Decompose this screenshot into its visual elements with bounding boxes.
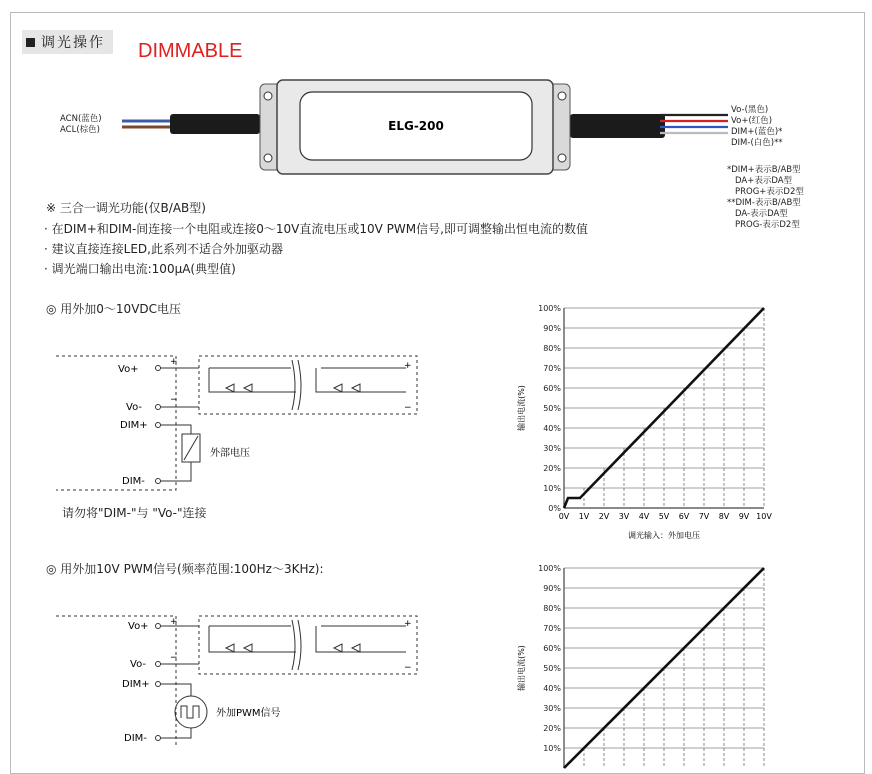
x-axis-label: 调光输入：外加电压 [628, 531, 700, 540]
y-tick-label: 10% [543, 484, 561, 493]
x-tick-label: 3V [618, 512, 630, 521]
y-tick-label: 60% [543, 384, 561, 393]
x-tick-label: 5V [658, 512, 670, 521]
vo-minus-pin: Vo- [130, 659, 146, 670]
footnotes [727, 165, 804, 231]
vo-minus-pin: Vo- [126, 402, 142, 413]
x-tick-label: 0V [558, 512, 570, 521]
footnote: *DIM+表示B/AB型 [727, 165, 801, 175]
acn-label: ACN(蓝色) [60, 114, 102, 124]
y-tick-label: 100% [538, 564, 561, 573]
y-tick-label: 20% [543, 724, 561, 733]
footnote: DA-表示DA型 [735, 209, 788, 219]
dim-plus-pin: DIM+ [120, 420, 148, 431]
y-tick-label: 80% [543, 344, 561, 353]
driver-illustration [100, 78, 740, 178]
x-tick-label: 4V [638, 512, 650, 521]
output-cable [570, 114, 665, 138]
y-tick-label: 90% [543, 324, 561, 333]
vo-minus-label: Vo-(黑色) [731, 105, 769, 115]
vo-plus-pin: Vo+ [128, 621, 149, 632]
y-tick-label: 10% [543, 744, 561, 753]
y-tick-label: 100% [538, 304, 561, 313]
y-tick-label: 70% [543, 624, 561, 633]
pwm-dimming-chart [510, 558, 780, 753]
pwm-signal-label: 外加PWM信号 [216, 708, 281, 719]
y-tick-label: 30% [543, 444, 561, 453]
y-tick-label: 40% [543, 684, 561, 693]
intro-bullet: · 建议直接连接LED,此系列不适合外加驱动器 [44, 242, 283, 256]
section-heading [22, 30, 113, 54]
plus-sign: + [170, 617, 178, 627]
y-tick-label: 50% [543, 664, 561, 673]
dim-minus-pin: DIM- [122, 476, 145, 487]
dim-plus-pin: DIM+ [122, 679, 150, 690]
y-axis-label: 输出电流(%) [517, 645, 526, 691]
external-voltage-label: 外部电压 [210, 448, 250, 459]
section2-title: ◎ 用外加10V PWM信号(频率范围:100Hz～3KHz): [46, 562, 324, 576]
y-tick-label: 40% [543, 424, 561, 433]
intro-heading: ※ 三合一调光功能(仅B/AB型) [46, 201, 206, 215]
wiring-warning: 请勿将"DIM-"与 "Vo-"连接 [62, 506, 207, 520]
y-tick-label: 70% [543, 364, 561, 373]
footnote: DA+表示DA型 [735, 176, 793, 186]
output-wire-labels [731, 105, 783, 149]
dim-minus-label: DIM-(白色)** [731, 138, 783, 148]
y-tick-label: 20% [543, 464, 561, 473]
plus-sign: + [404, 619, 412, 629]
model-label: ELG-200 [388, 119, 444, 133]
footnote: PROG+表示D2型 [735, 187, 804, 197]
dim-minus-pin: DIM- [124, 733, 147, 744]
y-tick-label: 0% [548, 504, 561, 513]
minus-sign: − [404, 663, 412, 673]
x-tick-label: 6V [678, 512, 690, 521]
square-bullet-icon [26, 38, 35, 47]
footnote: PROG-表示D2型 [735, 220, 800, 230]
plus-sign: + [170, 357, 178, 367]
voltage-dimming-chart [510, 298, 780, 546]
intro-bullet: · 调光端口输出电流:100μA(典型值) [44, 262, 236, 276]
y-tick-label: 30% [543, 704, 561, 713]
plus-sign: + [404, 361, 412, 371]
x-tick-label: 1V [578, 512, 590, 521]
section-title: 调光操作 [41, 35, 105, 51]
y-tick-label: 60% [543, 644, 561, 653]
x-tick-label: 2V [598, 512, 610, 521]
y-axis-label: 输出电流(%) [517, 385, 526, 431]
minus-sign: − [170, 653, 178, 663]
section1-title: ◎ 用外加0～10VDC电压 [46, 302, 182, 316]
x-tick-label: 9V [738, 512, 750, 521]
voltage-wiring-diagram [56, 352, 428, 497]
input-cable [170, 114, 260, 134]
y-tick-label: 50% [543, 404, 561, 413]
pwm-wiring-diagram [56, 612, 428, 748]
y-tick-label: 80% [543, 604, 561, 613]
x-tick-label: 10V [756, 512, 772, 521]
acl-label: ACL(棕色) [60, 125, 100, 135]
x-tick-label: 7V [698, 512, 710, 521]
vo-plus-pin: Vo+ [118, 364, 139, 375]
intro-bullet: · 在DIM+和DIM-间连接一个电阻或连接0～10V直流电压或10V PWM信号,即可调整输出恒电流的数值 [44, 222, 588, 236]
input-wire-labels [60, 114, 102, 136]
dim-plus-label: DIM+(蓝色)* [731, 127, 783, 137]
x-tick-label: 8V [718, 512, 730, 521]
y-tick-label: 90% [543, 584, 561, 593]
footnote: **DIM-表示B/AB型 [727, 198, 801, 208]
minus-sign: − [170, 395, 178, 405]
vo-plus-label: Vo+(红色) [731, 116, 773, 126]
minus-sign: − [404, 403, 412, 413]
dimmable-label: DIMMABLE [138, 40, 243, 62]
